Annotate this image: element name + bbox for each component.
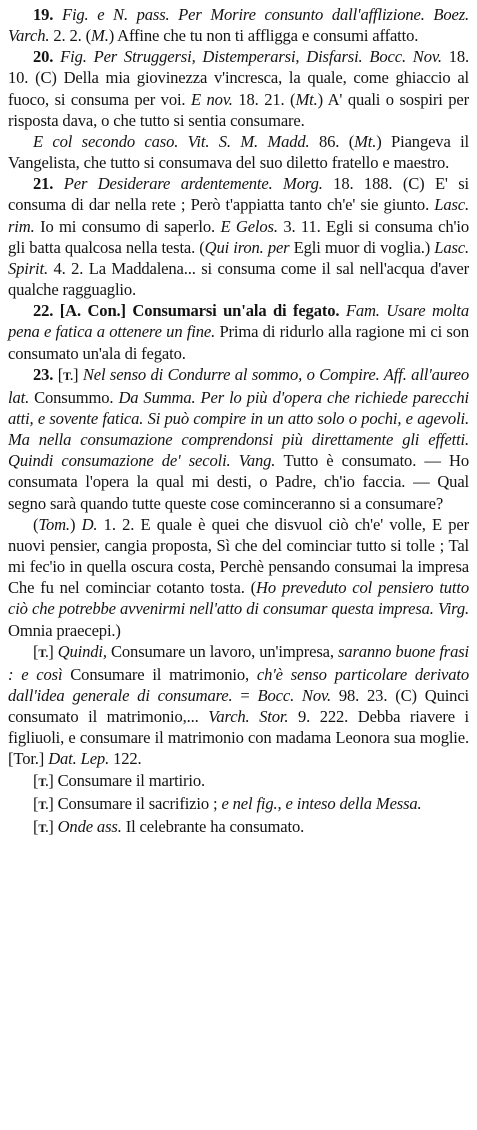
entry-23-celebrante [8,816,469,839]
text-segment: M. [91,26,109,46]
text-segment: E col secondo caso. Vit. S. M. Madd. [33,131,319,151]
text-segment: 4. 2. La Maddalena... si consuma come il sal nell'acqua d'aver qualche ragguaglio. [8,258,470,300]
entry-23-martirio [8,770,469,793]
text-segment: Tom. [38,514,70,534]
text-segment: Prima di ridurlo alla ragione mi ci son consumato un'ala di fegato. [8,322,469,363]
text-segment: Lasc. rim. [8,195,469,236]
text-segment: Quindi, [57,641,111,661]
text-segment: T. [38,645,49,660]
text-segment: Fam. Usare molta pena e fatica a ottenere un fine. [8,301,469,342]
text-segment: 98. 23. (C) Quinci consumato il matrimonio,... [8,686,470,727]
text-segment: 19. [33,5,62,24]
entry-19 [8,4,469,46]
text-segment: Mt. [354,131,377,151]
text-segment: 86. ( [318,131,355,151]
text-segment: ] [48,641,58,661]
entry-23-sacrifizio [8,793,469,816]
text-segment: [ [33,816,39,836]
entry-20-second-case [8,131,469,173]
text-segment: 18. 21. ( [238,89,296,109]
text-segment: Tutto è consumato. — Ho consumata l'opera la qual mi desti, o Padre, ch'io faccia. — Qual segno sarà quando tutte queste cose cominceranno si a consumare? [8,451,469,513]
text-segment: 2. 2. ( [53,26,92,46]
text-segment: Fig. Per Struggersi, Distemperarsi, Disfarsi. Bocc. Nov. [60,47,449,67]
text-segment: D. [81,514,104,534]
text-segment: Qui iron. per [204,237,294,257]
text-segment: Bocc. Nov. [257,686,339,705]
text-segment: E Gelos. [220,216,284,236]
entry-23-quindi [8,641,469,770]
text-segment: 1. 2. E quale è quei che disvuol ciò ch'e' volle, E per nuovi pensier, cangia proposta, Sì che del cominciar tutto si tolle ; Tal mi fec'io in quella oscura costa, Perchè pensando consumai la impresa Che fu nel cominciar cotanto tosta. ( [8,514,469,598]
text-segment: saranno buone frasi : e così [8,641,469,684]
text-segment: e nel fig., e inteso della Messa. [221,793,422,813]
text-segment: [A. Con.] Consumarsi un'ala di fegato. [59,301,346,321]
entry-23-citation-dante [8,514,469,641]
text-segment: 21. [33,174,64,194]
entry-20 [8,46,469,131]
text-segment: Varch. Stor. [208,707,298,727]
text-segment: Nel senso di Condurre al sommo, o Compire. Aff. all'aureo lat. [8,364,469,407]
text-segment: ) [69,514,82,534]
text-segment: T. [38,797,49,812]
text-segment: E nov. [190,89,239,109]
text-segment: ch'è senso particolare derivato dall'idea generale di consumare. [8,664,470,705]
text-segment: 122. [113,749,142,769]
text-segment: ) Affine che tu non ti affligga e consumi affatto. [108,26,419,46]
text-segment: Lasc. Spirit. [8,237,469,278]
text-segment: T. [38,774,49,789]
text-segment: T. [38,820,49,835]
text-segment: 20. [33,47,61,67]
text-segment: Mt. [295,89,318,109]
text-segment: Ho preveduto col pensiero tutto ciò che potrebbe avvenirmi nell'atto di consumar questa impresa. Virg. [8,578,469,619]
text-segment: [ [57,364,64,384]
text-segment: T. [63,368,73,383]
text-segment: Omnia praecepi.) [8,620,121,640]
text-segment: Per Desiderare ardentemente. Morg. [63,174,334,194]
entry-21 [8,173,469,300]
text-segment: 23. [33,364,58,384]
text-segment: ] [48,816,58,836]
text-segment: 22. [33,301,60,321]
text-segment: Fig. e N. pass. Per Morire consunto dall'afflizione. Boez. Varch. [8,5,470,46]
text-segment: ] [72,364,83,384]
text-segment: 3. 11. Egli si consuma ch'io gli batta qualcosa nella testa. ( [8,216,469,257]
text-segment: [ [33,770,39,790]
text-segment: Dat. Lep. [48,749,114,769]
text-segment: 18. 188. (C) E' si consuma di dar nella rete ; Però t'appiatta tanto ch'e' sie giunto. [8,174,469,215]
text-segment: ( [33,514,39,534]
text-segment: ] Consumare il sacrifizio ; [48,793,222,813]
text-segment: ) Piangeva il Vangelista, che tutto si consumava del suo diletto fratello e maestro. [8,131,470,173]
text-segment: 18. 10. (C) Della mia giovinezza v'incresca, la quale, come ghiaccio al fuoco, si consuma per voi. [8,47,469,109]
text-segment: [ [33,641,39,661]
text-segment: = [240,686,258,705]
text-segment: Consumare il matrimonio, [70,664,257,684]
text-segment: Egli muor di voglia.) [293,237,435,257]
entry-23 [8,364,469,514]
text-segment: Da Summa. Per lo più d'opera che richiede parecchi atti, e sovente fatica. Si può compire in un atto solo o pochi, e agevoli. Ma nella consumazione comprendonsi più direttamente gli effetti. Quindi consumazione de' secoli. Vang. [8,387,469,471]
text-segment: Io mi consumo di saperlo. [40,216,221,236]
text-segment: Onde ass. [57,816,126,836]
text-segment: 9. 222. Debba riavere i figliuoli, e consumare il matrimonio con madama Leonora sua moglie. [Tor.] [8,707,470,769]
text-segment: ) A' quali o sospiri per risposta dava, o che tutto si sentia consumare. [8,89,469,130]
text-segment: Il celebrante ha consumato. [125,816,305,836]
text-segment: [ [33,793,39,813]
entry-22 [8,300,469,363]
text-segment: Consumare un lavoro, un'impresa, [110,641,338,661]
text-segment: ] Consumare il martirio. [48,770,205,790]
text-segment: Consummo. [34,387,119,407]
